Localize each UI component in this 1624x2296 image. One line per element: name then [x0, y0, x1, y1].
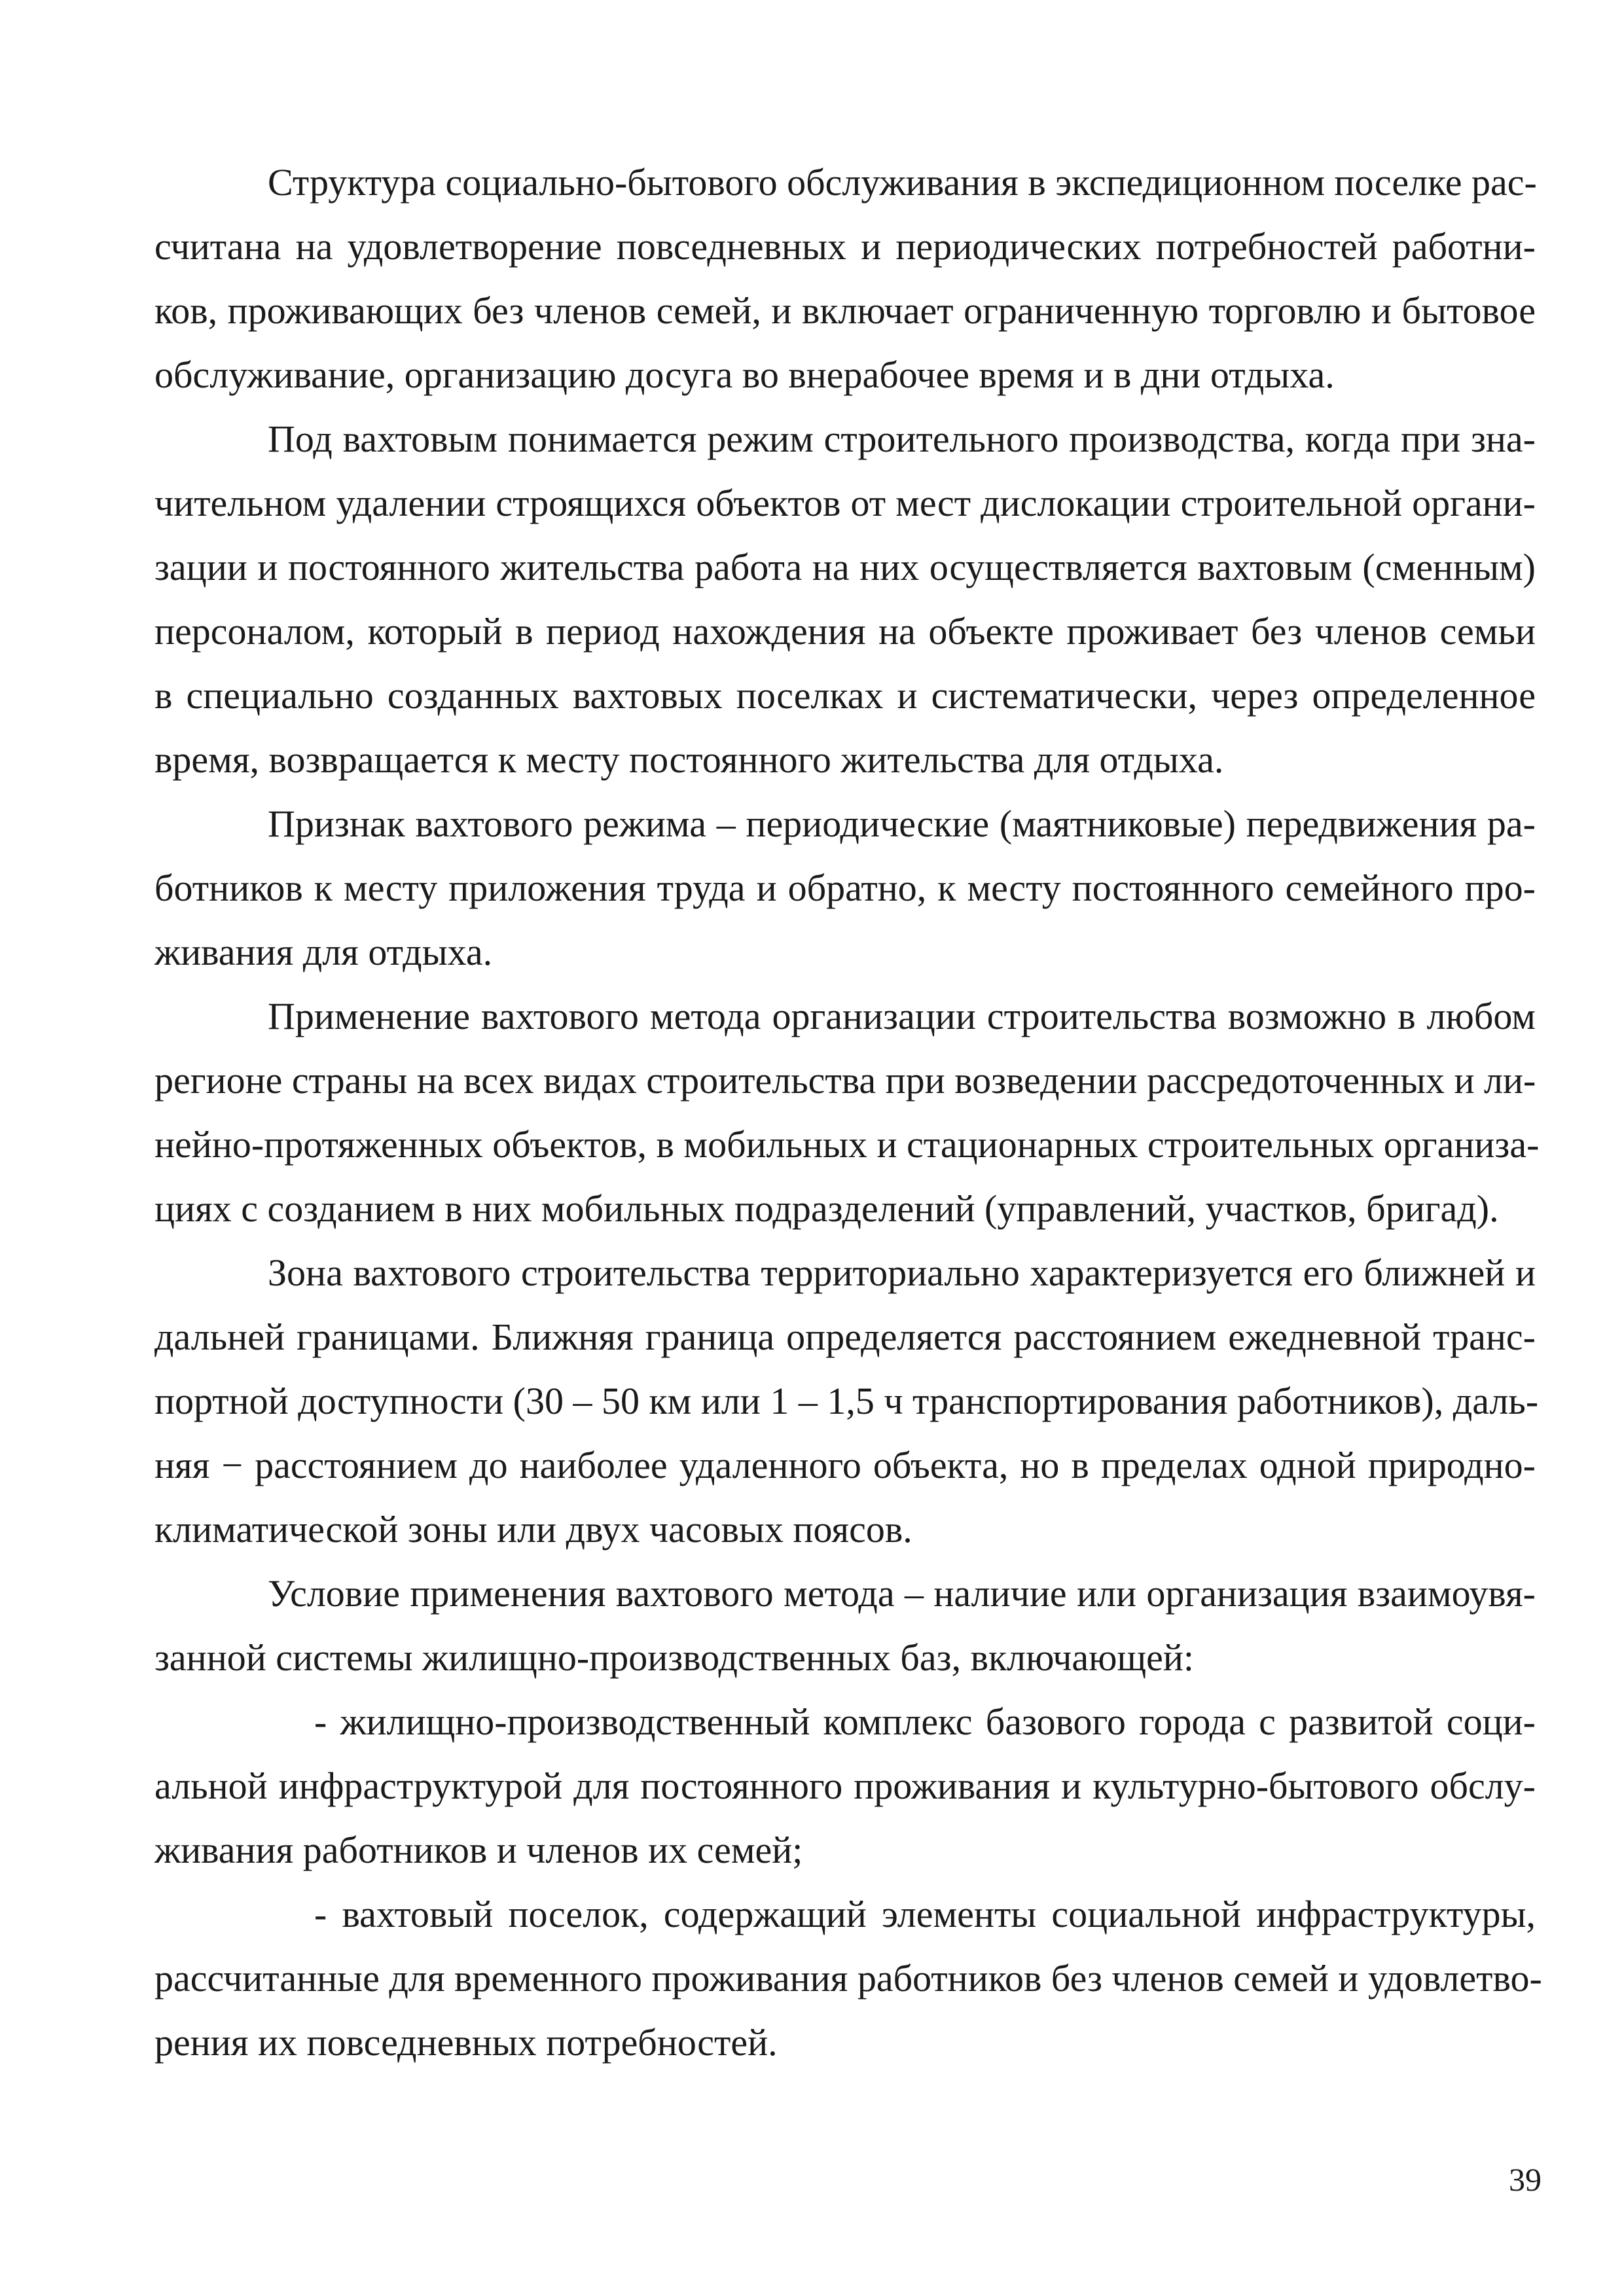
text-line: дальней границами. Ближняя граница определяется расстоянием ежедневной транс-	[154, 1316, 1536, 1358]
paragraph-shift-feature	[154, 792, 1536, 984]
list-item-base-city	[154, 1690, 1536, 1882]
text-line: Под вахтовым понимается режим строительного производства, когда при зна-	[268, 418, 1536, 460]
text-line: персоналом, который в период нахождения на объекте проживает без членов семьи	[154, 610, 1536, 653]
text-line: - вахтовый поселок, содержащий элементы социальной инфраструктуры,	[314, 1893, 1536, 1935]
text-line: ботников к месту приложения труда и обратно, к месту постоянного семейного про-	[154, 867, 1536, 909]
text-line: нейно-протяженных объектов, в мобильных и стационарных строительных организа-	[154, 1123, 1540, 1166]
text-line: Условие применения вахтового метода – наличие или организация взаимоувя-	[268, 1572, 1536, 1615]
page-number: 39	[1509, 2161, 1542, 2198]
text-line: портной доступности (30 – 50 км или 1 – 1,5 ч транспортирования работников), даль-	[154, 1380, 1539, 1422]
text-line: циях с созданием в них мобильных подразделений (управлений, участков, бригад).	[154, 1187, 1499, 1230]
text-line: Зона вахтового строительства территориально характеризуется его ближней и	[268, 1251, 1536, 1294]
text-line: няя − расстоянием до наиболее удаленного объекта, но в пределах одной природно-	[154, 1444, 1536, 1486]
text-line: Структура социально-бытового обслуживания в экспедиционном поселке рас-	[268, 161, 1537, 204]
text-line: климатической зоны или двух часовых поясов.	[154, 1508, 912, 1551]
text-line: Применение вахтового метода организации строительства возможно в любом	[268, 995, 1536, 1037]
text-line: занной системы жилищно-производственных баз, включающей:	[154, 1636, 1195, 1679]
text-line: рассчитанные для временного проживания работников без членов семей и удовлетво-	[154, 1957, 1542, 2000]
paragraph-shift-definition	[154, 407, 1536, 792]
text-line: обслуживание, организацию досуга во внерабочее время и в дни отдыха.	[154, 353, 1335, 396]
paragraph-shift-condition	[154, 1562, 1536, 1690]
text-line: ков, проживающих без членов семей, и включает ограниченную торговлю и бытовое	[154, 289, 1536, 332]
text-line: зации и постоянного жительства работа на них осуществляется вахтовым (сменным)	[154, 546, 1536, 588]
text-line: считана на удовлетворение повседневных и периодических потребностей работни-	[154, 225, 1536, 268]
paragraph-shift-zone	[154, 1241, 1539, 1562]
text-line: живания работников и членов их семей;	[154, 1829, 803, 1871]
paragraph-social-services	[154, 151, 1536, 407]
paragraph-shift-application	[154, 984, 1540, 1241]
text-line: - жилищно-производственный комплекс базового города с развитой соци-	[314, 1700, 1536, 1743]
text-line: чительном удалении строящихся объектов от мест дислокации строительной органи-	[154, 482, 1536, 524]
text-line: рения их повседневных потребностей.	[154, 2021, 778, 2064]
list-item-shift-camp	[154, 1882, 1542, 2075]
text-line: в специально созданных вахтовых поселках и систематически, через определенное	[154, 674, 1536, 717]
text-line: альной инфраструктурой для постоянного проживания и культурно-бытового обслу-	[154, 1765, 1536, 1807]
text-line: живания для отдыха.	[154, 931, 493, 973]
text-line: регионе страны на всех видах строительства при возведении рассредоточенных и ли-	[154, 1059, 1536, 1102]
body-text	[154, 151, 1542, 2075]
text-line: Признак вахтового режима – периодические (маятниковые) передвижения ра-	[268, 802, 1536, 845]
text-line: время, возвращается к месту постоянного жительства для отдыха.	[154, 738, 1224, 781]
